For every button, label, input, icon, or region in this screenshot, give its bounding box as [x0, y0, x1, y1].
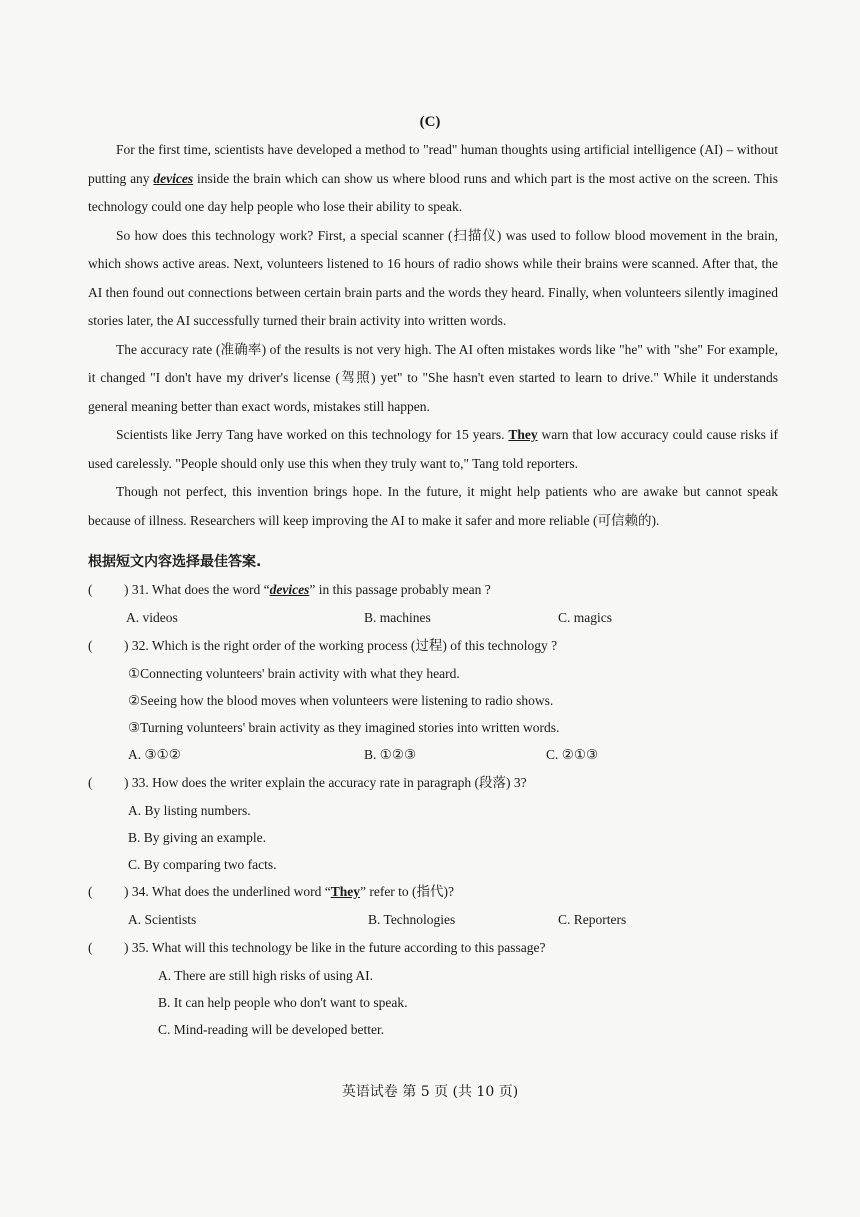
option-a[interactable]: A. There are still high risks of using AI.	[158, 968, 373, 983]
paragraph-5: Though not perfect, this invention brings hope. In the future, it might help patients who are awake but cannot speak because of illness. Researchers will keep improving the AI to make it safer and more reliable (可信赖的).	[88, 484, 778, 528]
paragraph-3: The accuracy rate (准确率) of the results is not very high. The AI often mistakes words like "he" with "she" For example, it changed "I don't have my driver's license (驾照) yet" to "She hasn't even started to learn to drive." While it understands general meaning better than exact words, mistakes still happen.	[88, 341, 778, 414]
answer-blank[interactable]: (	[88, 940, 93, 955]
option-a[interactable]: A. Scientists	[128, 912, 197, 927]
options-32	[88, 741, 788, 769]
option-a[interactable]: A. By listing numbers.	[128, 803, 251, 818]
option-b[interactable]: B. It can help people who don't want to speak.	[158, 995, 408, 1010]
stem-text-b: ” in this passage probably mean ?	[309, 582, 491, 597]
question-stem	[124, 576, 491, 604]
paragraph-4-text-a: Scientists like Jerry Tang have worked on this technology for 15 years.	[116, 427, 509, 442]
reading-passage	[88, 136, 778, 535]
keyword-they: They	[508, 427, 538, 442]
page-footer: 英语试卷 第 5 页 (共 10 页)	[341, 1084, 519, 1100]
stem-text-b: ” refer to (指代)?	[359, 884, 455, 899]
question-list	[88, 576, 788, 1043]
option-b[interactable]: B. Technologies	[368, 912, 456, 927]
question-stem: ) 33. How does the writer explain the accuracy rate in paragraph (段落) 3?	[124, 775, 527, 790]
stem-text-a: ) 31. What does the word “	[124, 582, 270, 597]
paragraph-1	[88, 136, 778, 222]
paragraph-4	[88, 421, 778, 478]
stem-text-a: ) 34. What does the underlined word “	[124, 884, 331, 899]
instruction: 根据短文内容选择最佳答案.	[88, 554, 262, 570]
keyword-devices: devices	[153, 170, 194, 186]
statement-1: ①Connecting volunteers' brain activity with what they heard.	[128, 666, 460, 681]
option-c[interactable]: C. By comparing two facts.	[128, 857, 277, 872]
statement-2: ②Seeing how the blood moves when volunteers were listening to radio shows.	[128, 693, 554, 708]
paragraph-1-text-b: inside the brain which can show us where blood runs and which part is the most active on the screen. This technology could one day help people who lose their ability to speak.	[88, 170, 778, 214]
answer-blank[interactable]: (	[88, 638, 93, 653]
stem-keyword: devices	[269, 582, 310, 597]
section-title: (C)	[419, 114, 441, 130]
statement-3: ③Turning volunteers' brain activity as they imagined stories into written words.	[128, 720, 560, 735]
options-34	[88, 906, 788, 934]
answer-blank[interactable]: (	[88, 775, 93, 790]
option-a[interactable]: A. ③①②	[128, 747, 181, 762]
paragraph-2: So how does this technology work? First, a special scanner (扫描仪) was used to follow blood movement in the brain, which shows active areas. Next, volunteers listened to 16 hours of radio shows while their brains were scanned. After that, the AI then found out connections between certain brain parts and the words they heard. Finally, when volunteers silently imagined stories later, the AI successfully turned their brain activity into written words.	[88, 227, 778, 328]
paragraph-1-text-a: For the first time, scientists have developed a method to "read" human thoughts using artificial intelligence (AI) – without putting any	[88, 142, 778, 186]
option-c[interactable]: C. ②①③	[546, 747, 599, 762]
option-a[interactable]: A. videos	[126, 610, 178, 625]
question-34	[88, 878, 788, 906]
option-b[interactable]: B. ①②③	[364, 747, 417, 762]
question-32	[88, 632, 788, 660]
options-31	[88, 604, 788, 632]
stem-keyword: They	[330, 884, 360, 899]
option-c[interactable]: C. magics	[558, 610, 612, 625]
answer-blank[interactable]: (	[88, 582, 93, 597]
question-35	[88, 934, 788, 962]
option-b[interactable]: B. machines	[364, 610, 431, 625]
question-stem: ) 32. Which is the right order of the working process (过程) of this technology ?	[124, 638, 558, 653]
option-c[interactable]: C. Reporters	[558, 912, 627, 927]
option-b[interactable]: B. By giving an example.	[128, 830, 266, 845]
question-33	[88, 769, 788, 797]
question-31	[88, 576, 788, 604]
question-stem	[124, 878, 454, 906]
answer-blank[interactable]: (	[88, 884, 93, 899]
question-stem: ) 35. What will this technology be like in the future according to this passage?	[124, 940, 546, 955]
option-c[interactable]: C. Mind-reading will be developed better.	[158, 1022, 385, 1037]
paragraph-4-text-b: warn that low accuracy could cause risks if used carelessly. "People should only use this when they truly want to," Tang told reporters.	[88, 427, 778, 471]
